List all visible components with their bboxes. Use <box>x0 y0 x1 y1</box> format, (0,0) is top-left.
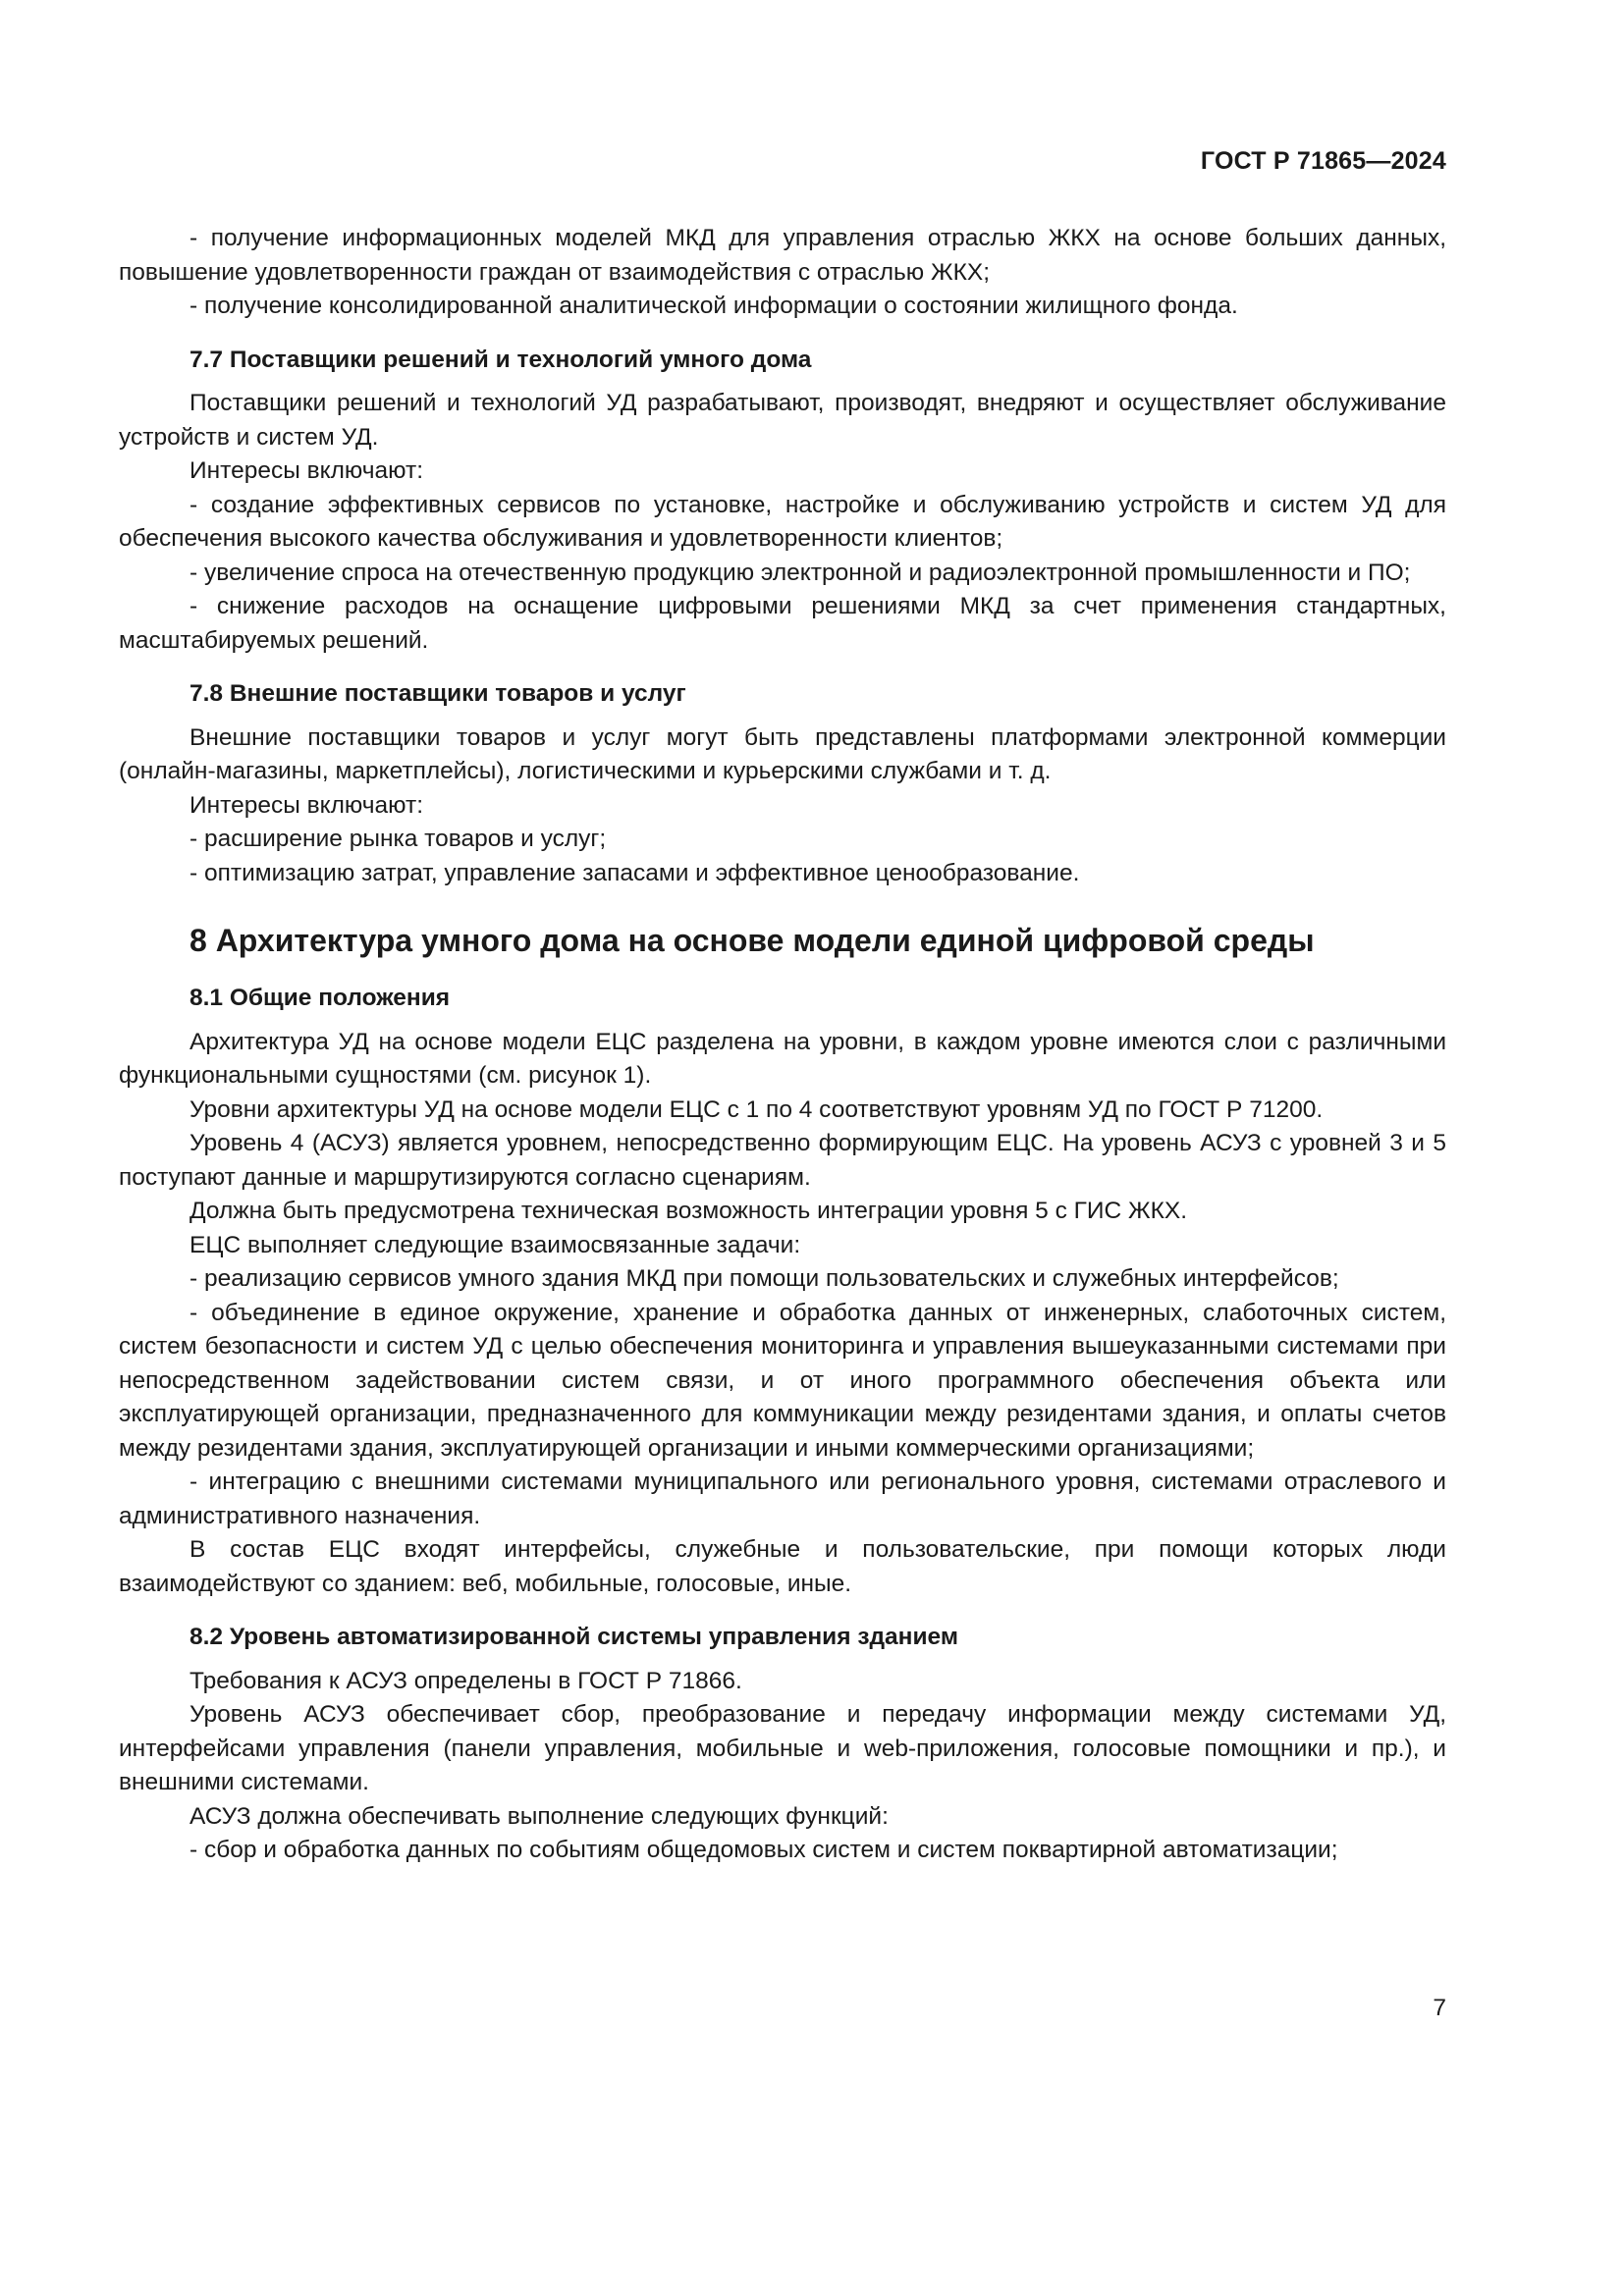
document-code-header: ГОСТ Р 71865—2024 <box>1200 147 1446 175</box>
paragraph: - реализацию сервисов умного здания МКД при помощи пользовательских и служебных интерфейсов; <box>189 1265 1339 1292</box>
paragraph: Уровень АСУЗ обеспечивает сбор, преобразование и передачу информации между системами УД, интерфейсами управления (панели управления, мобильные и web-приложения, голосовые помощники и пр.), и внешними системами. <box>119 1701 1446 1795</box>
paragraph: Интересы включают: <box>189 457 424 484</box>
paragraph: - объединение в единое окружение, хранение и обработка данных от инженерных, слаботочных систем, систем безопасности и систем УД с целью обеспечения мониторинга и управления вышеуказанными системами при непосредственном задействовании систем связи, и от иного программного обеспечения объекта или эксплуатирующей организации, предназначенного для коммуникации между резидентами здания, и оплаты счетов между резидентами здания, эксплуатирующей организации и иными коммерческими организациями; <box>119 1299 1446 1462</box>
paragraph: - получение консолидированной аналитической информации о состоянии жилищного фонда. <box>189 293 1238 319</box>
document-body <box>119 222 1446 1868</box>
paragraph: Внешние поставщики товаров и услуг могут быть представлены платформами электронной коммерции (онлайн-магазины, маркетплейсы), логистическими и курьерскими службами и т. д. <box>119 723 1446 784</box>
paragraph: - сбор и обработка данных по событиям общедомовых систем и систем поквартирной автоматизации; <box>189 1837 1338 1863</box>
paragraph: - получение информационных моделей МКД для управления отраслью ЖКХ на основе больших данных, повышение удовлетворенности граждан от взаимодействия с отраслью ЖКХ; <box>119 225 1446 286</box>
paragraph: ЕЦС выполняет следующие взаимосвязанные задачи: <box>189 1231 801 1258</box>
section-heading-7-7: 7.7 Поставщики решений и технологий умного дома <box>189 346 812 373</box>
paragraph: В состав ЕЦС входят интерфейсы, служебные и пользовательские, при помощи которых люди взаимодействуют со зданием: веб, мобильные, голосовые, иные. <box>119 1536 1446 1597</box>
chapter-heading-8: 8 Архитектура умного дома на основе модели единой цифровой среды <box>189 923 1315 958</box>
section-heading-7-8: 7.8 Внешние поставщики товаров и услуг <box>189 680 686 707</box>
paragraph: Поставщики решений и технологий УД разрабатывают, производят, внедряют и осуществляет обслуживание устройств и систем УД. <box>119 390 1446 451</box>
paragraph: - снижение расходов на оснащение цифровыми решениями МКД за счет применения стандартных, масштабируемых решений. <box>119 593 1446 654</box>
page-number: 7 <box>1433 1995 1446 2021</box>
paragraph: Архитектура УД на основе модели ЕЦС разделена на уровни, в каждом уровне имеются слои с различными функциональными сущностями (см. рисунок 1). <box>119 1028 1446 1089</box>
paragraph: - расширение рынка товаров и услуг; <box>189 826 607 852</box>
paragraph: Уровень 4 (АСУЗ) является уровнем, непосредственно формирующим ЕЦС. На уровень АСУЗ с уровней 3 и 5 поступают данные и маршрутизируются согласно сценариям. <box>119 1130 1446 1191</box>
paragraph: Интересы включают: <box>189 791 424 819</box>
paragraph: - оптимизацию затрат, управление запасами и эффективное ценообразование. <box>189 859 1080 886</box>
paragraph: Требования к АСУЗ определены в ГОСТ Р 71866. <box>189 1667 742 1694</box>
paragraph: - создание эффективных сервисов по установке, настройке и обслуживанию устройств и систем УД для обеспечения высокого качества обслуживания и удовлетворенности клиентов; <box>119 491 1446 552</box>
paragraph: - увеличение спроса на отечественную продукцию электронной и радиоэлектронной промышленности и ПО; <box>189 559 1411 586</box>
section-heading-8-1: 8.1 Общие положения <box>189 985 451 1011</box>
paragraph: АСУЗ должна обеспечивать выполнение следующих функций: <box>189 1802 889 1830</box>
section-heading-8-2: 8.2 Уровень автоматизированной системы управления зданием <box>189 1624 958 1650</box>
paragraph: - интеграцию с внешними системами муниципального или регионального уровня, системами отраслевого и административного назначения. <box>119 1468 1446 1529</box>
paragraph: Должна быть предусмотрена техническая возможность интеграции уровня 5 с ГИС ЖКХ. <box>189 1198 1188 1224</box>
paragraph: Уровни архитектуры УД на основе модели ЕЦС с 1 по 4 соответствуют уровням УД по ГОСТ Р 71200. <box>189 1095 1324 1123</box>
